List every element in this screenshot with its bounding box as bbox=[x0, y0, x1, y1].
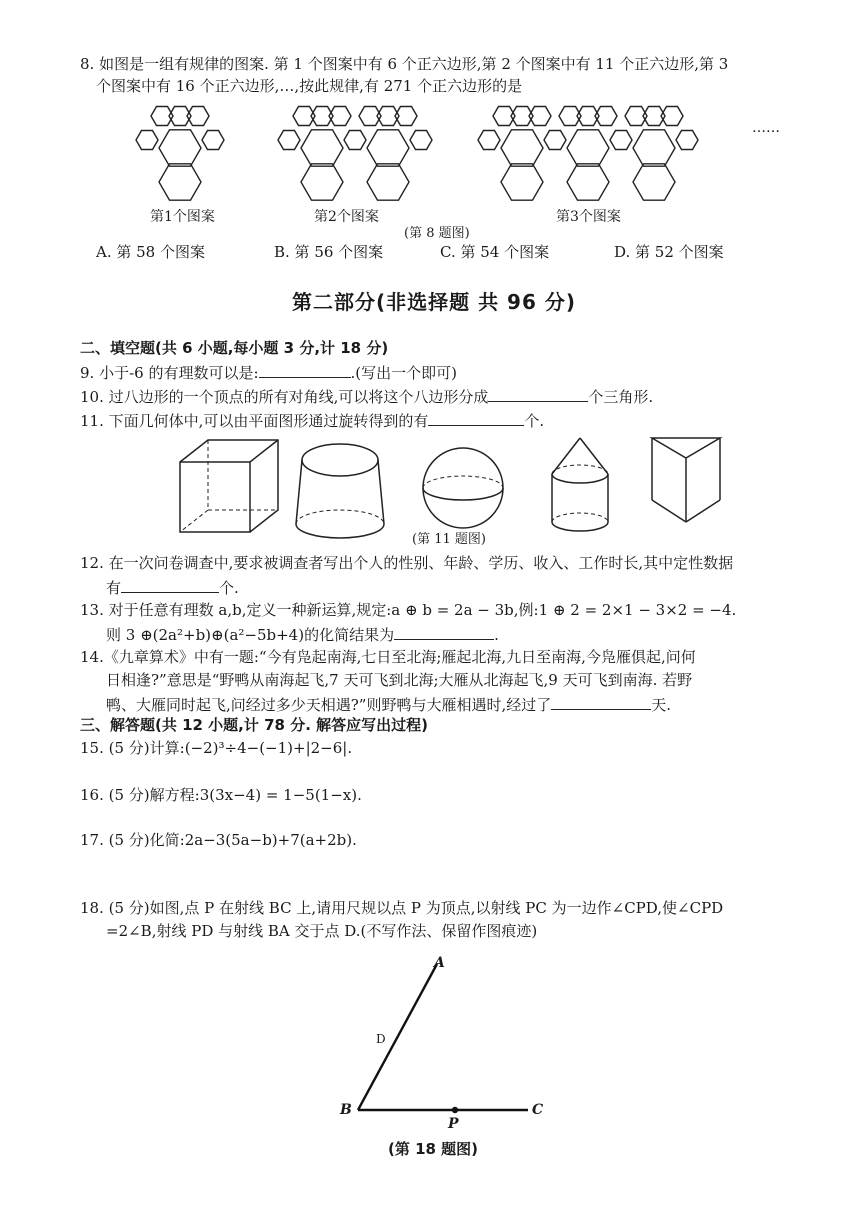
hexagon-unit-4-bottom bbox=[501, 164, 543, 200]
label-a: A bbox=[434, 955, 445, 971]
hexagon-unit-6-middle bbox=[633, 130, 675, 166]
q11-figure-caption: (第 11 题图) bbox=[412, 532, 486, 547]
angle-figure bbox=[0, 950, 868, 1130]
part2-title: 第二部分(非选择题 共 96 分) bbox=[291, 290, 576, 314]
label-p: P bbox=[448, 1116, 459, 1132]
hexagon-unit-1-bottom bbox=[159, 164, 201, 200]
hexagon-unit-5-middle bbox=[567, 130, 609, 166]
q10-text: 10. 过八边形的一个顶点的所有对角线,可以将这个八边形分成 bbox=[80, 388, 489, 406]
geometric-solids-figure bbox=[0, 432, 868, 542]
section2-heading: 二、填空题(共 6 小题,每小题 3 分,计 18 分) bbox=[80, 339, 389, 357]
cube-icon bbox=[180, 440, 278, 532]
hexagon-unit-2-middle bbox=[301, 130, 343, 166]
q8-figure-caption: (第 8 题图) bbox=[404, 226, 470, 241]
q16: 16. (5 分)解方程:3(3x−4) = 1−5(1−x). bbox=[80, 786, 362, 804]
q8-option-d: D. 第 52 个图案 bbox=[614, 243, 724, 261]
hexagon-patterns-figure bbox=[0, 98, 868, 218]
q8-line1: 8. 如图是一组有规律的图案. 第 1 个图案中有 6 个正六边形,第 2 个图案中有 11 个正六边形,第 3 bbox=[80, 55, 729, 73]
q8-option-c: C. 第 54 个图案 bbox=[440, 243, 550, 261]
q11-answer-blank bbox=[428, 409, 524, 426]
hexagon-unit-4-middle bbox=[501, 130, 543, 166]
q18-line1: 18. (5 分)如图,点 P 在射线 BC 上,请用尺规以点 P 为顶点,以射线 PC 为一边作∠CPD,使∠CPD bbox=[80, 899, 724, 917]
pattern-label-3: 第3个图案 bbox=[556, 209, 621, 225]
q12-answer-blank bbox=[121, 576, 219, 593]
hexagon-unit-4-right bbox=[544, 131, 566, 150]
q14-line3 bbox=[106, 693, 671, 715]
hexagon-unit-1-middle bbox=[159, 130, 201, 166]
hexagon-unit-6-right bbox=[676, 131, 698, 150]
q14-answer-blank bbox=[551, 693, 651, 710]
q10 bbox=[80, 385, 653, 407]
hexagon-unit-6-bottom bbox=[633, 164, 675, 200]
label-d: D bbox=[376, 1032, 386, 1046]
pattern-label-1: 第1个图案 bbox=[150, 209, 215, 225]
hexagon-unit-2-right bbox=[344, 131, 366, 150]
q18-figure-caption: (第 18 题图) bbox=[388, 1140, 479, 1158]
hexagon-unit-1-right bbox=[202, 131, 224, 150]
q9-answer-blank bbox=[259, 361, 351, 378]
q10-answer-blank bbox=[488, 385, 588, 402]
q12-text-after: 个. bbox=[219, 579, 239, 597]
hexagon-ellipsis: …… bbox=[752, 120, 780, 136]
hexagon-unit-3-right bbox=[410, 131, 432, 150]
q8-option-a: A. 第 58 个图案 bbox=[96, 243, 205, 261]
q13-text-after: . bbox=[494, 626, 499, 644]
hexagon-unit-2-left bbox=[278, 131, 300, 150]
q11 bbox=[80, 409, 544, 431]
hexagon-unit-5-right bbox=[610, 131, 632, 150]
q11-text-after: 个. bbox=[524, 412, 545, 430]
q9-text-after: .(写出一个即可) bbox=[350, 364, 457, 382]
q14-line2: 日相逢?”意思是“野鸭从南海起飞,7 天可飞到北海;大雁从北海起飞,9 天可飞到南海. 若野 bbox=[106, 671, 693, 689]
hexagon-unit-3-bottom bbox=[367, 164, 409, 200]
q13-text: 则 3 ⊕(2a²+b)⊕(a²−5b+4)的化简结果为 bbox=[106, 626, 395, 644]
hexagon-unit-2-bottom bbox=[301, 164, 343, 200]
pattern-label-2: 第2个图案 bbox=[314, 209, 379, 225]
ray-ba bbox=[358, 964, 437, 1110]
q9-text: 9. 小于-6 的有理数可以是: bbox=[80, 364, 259, 382]
cone-cylinder-icon bbox=[552, 438, 608, 531]
q13-line2 bbox=[106, 623, 499, 645]
section3-heading: 三、解答题(共 12 小题,计 78 分. 解答应写出过程) bbox=[80, 716, 428, 734]
q9 bbox=[80, 361, 457, 383]
q18-line2: =2∠B,射线 PD 与射线 BA 交于点 D.(不写作法、保留作图痕迹) bbox=[106, 922, 538, 940]
hexagon-unit-4-left bbox=[478, 131, 500, 150]
sphere-icon bbox=[423, 448, 503, 528]
frustum-icon bbox=[296, 444, 384, 538]
q12-text: 有 bbox=[106, 579, 122, 597]
triangular-prism-icon bbox=[652, 438, 720, 522]
q17: 17. (5 分)化简:2a−3(5a−b)+7(a+2b). bbox=[80, 831, 357, 849]
label-b: B bbox=[340, 1102, 352, 1118]
q15: 15. (5 分)计算:(−2)³÷4−(−1)+|2−6|. bbox=[80, 739, 353, 757]
q12-line2 bbox=[106, 576, 239, 598]
q12-line1: 12. 在一次问卷调查中,要求被调查者写出个人的性别、年龄、学历、收入、工作时长,其中定性数据 bbox=[80, 554, 734, 572]
point-p-dot bbox=[452, 1107, 458, 1113]
q14-text-after: 天. bbox=[651, 696, 672, 714]
q13-answer-blank bbox=[394, 623, 494, 640]
hexagon-unit-5-bottom bbox=[567, 164, 609, 200]
q14-text: 鸭、大雁同时起飞,问经过多少天相遇?”则野鸭与大雁相遇时,经过了 bbox=[106, 696, 552, 714]
q13-line1: 13. 对于任意有理数 a,b,定义一种新运算,规定:a ⊕ b = 2a − 3b,例:1 ⊕ 2 = 2×1 − 3×2 = −4. bbox=[80, 601, 737, 619]
label-c: C bbox=[532, 1102, 544, 1118]
q10-text-after: 个三角形. bbox=[588, 388, 654, 406]
q8-line2: 个图案中有 16 个正六边形,…,按此规律,有 271 个正六边形的是 bbox=[96, 77, 523, 95]
q11-text: 11. 下面几何体中,可以由平面图形通过旋转得到的有 bbox=[80, 412, 429, 430]
q8-option-b: B. 第 56 个图案 bbox=[274, 243, 384, 261]
hexagon-unit-1-left bbox=[136, 131, 158, 150]
q14-line1: 14.《九章算术》中有一题:“今有凫起南海,七日至北海;雁起北海,九日至南海,今凫雁俱起,问何 bbox=[80, 648, 696, 666]
hexagon-unit-3-middle bbox=[367, 130, 409, 166]
